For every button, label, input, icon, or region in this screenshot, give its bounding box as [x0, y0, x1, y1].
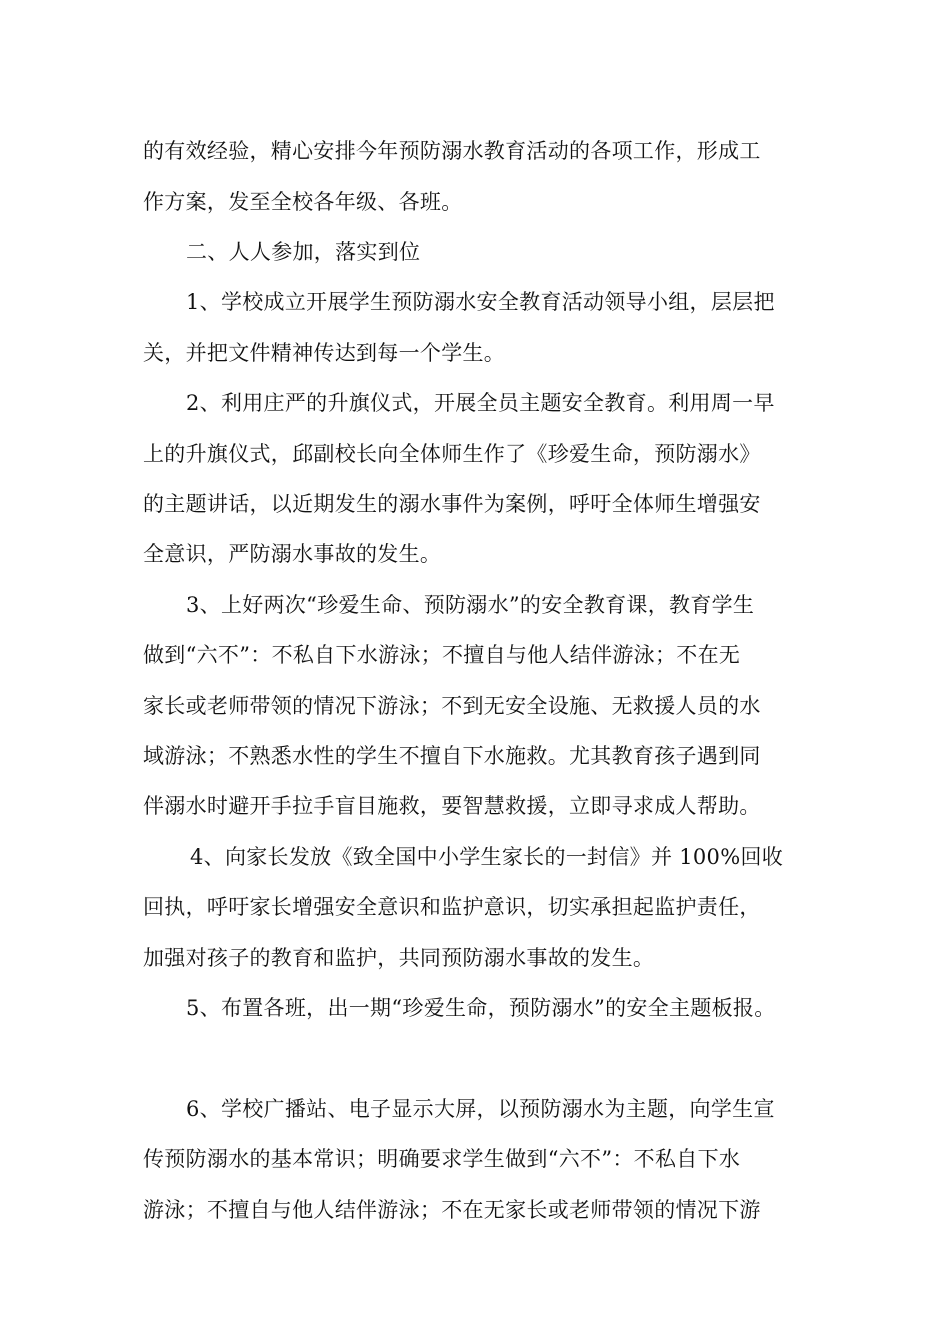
text-line-15: 4、向家长发放《致全国中小学生家长的一封信》并 100%回收: [190, 845, 784, 869]
text-line-19: 6、学校广播站、电子显示大屏，以预防溺水为主题，向学生宣: [186, 1097, 775, 1121]
text-line-16: 回执，呼吁家长增强安全意识和监护意识，切实承担起监护责任，: [143, 895, 761, 919]
text-line-10: 3、上好两次“珍爱生命、预防溺水”的安全教育课，教育学生: [186, 593, 755, 617]
text-line-7: 上的升旗仪式，邱副校长向全体师生作了《珍爱生命，预防溺水》: [143, 442, 761, 466]
text-line-11: 做到“六不”：不私自下水游泳；不擅自与他人结伴游泳；不在无: [143, 643, 741, 667]
text-line-5: 关，并把文件精神传达到每一个学生。: [143, 341, 506, 365]
text-line-8: 的主题讲话，以近期发生的溺水事件为案例，呼吁全体师生增强安: [143, 492, 761, 516]
text-line-17: 加强对孩子的教育和监护，共同预防溺水事故的发生。: [143, 946, 655, 970]
text-line-13: 域游泳；不熟悉水性的学生不擅自下水施救。尤其教育孩子遇到同: [143, 744, 761, 768]
text-line-1: 的有效经验，精心安排今年预防溺水教育活动的各项工作，形成工: [143, 139, 761, 163]
text-line-2: 作方案，发至全校各年级、各班。: [143, 190, 463, 214]
text-line-9: 全意识，严防溺水事故的发生。: [143, 542, 442, 566]
text-line-18: 5、布置各班，出一期“珍爱生命，预防溺水”的安全主题板报。: [186, 996, 776, 1020]
section-heading: 二、人人参加，落实到位: [186, 240, 421, 264]
text-line-14: 伴溺水时避开手拉手盲目施救，要智慧救援，立即寻求成人帮助。: [143, 794, 761, 818]
text-line-20: 传预防溺水的基本常识；明确要求学生做到“六不”：不私自下水: [143, 1147, 741, 1171]
text-line-12: 家长或老师带领的情况下游泳；不到无安全设施、无救援人员的水: [143, 694, 761, 718]
text-line-21: 游泳；不擅自与他人结伴游泳；不在无家长或老师带领的情况下游: [143, 1198, 761, 1222]
text-line-4: 1、学校成立开展学生预防溺水安全教育活动领导小组，层层把: [186, 290, 775, 314]
text-line-6: 2、利用庄严的升旗仪式，开展全员主题安全教育。利用周一早: [186, 391, 775, 415]
